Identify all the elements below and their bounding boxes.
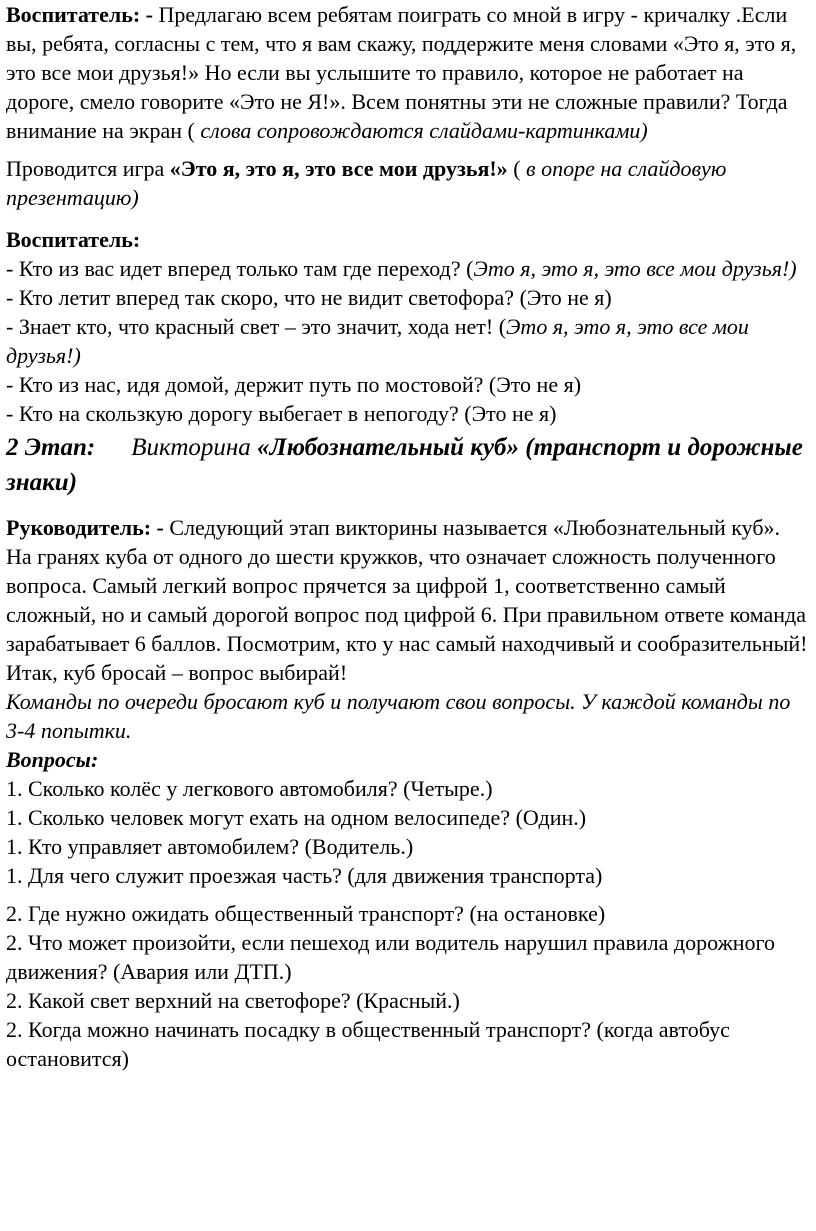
leader-paragraph	[6, 513, 810, 658]
intro-speaker: Воспитатель: -	[6, 2, 153, 27]
intro-text: Предлагаю всем ребятам поиграть со мной в игру - кричалку .Если вы, ребята, согласны с тем, что я вам скажу, поддержите меня словами «Это я, это я, это все мои друзья!» Но если вы услышите то правило, которое не работает на дороге, смело говорите «Это не Я!». Всем понятны эти не сложные правили? Тогда внимание на экран (	[6, 2, 797, 143]
intro-paragraph	[6, 0, 810, 145]
questions-group-1	[6, 774, 810, 890]
question-item: 2. Где нужно ожидать общественный транспорт? (на остановке)	[6, 901, 606, 926]
game-name: «Это я, это я, это все мои друзья!»	[169, 156, 508, 181]
dialogue-line: - Кто из нас, идя домой, держит путь по мостовой? (Это не я)	[6, 372, 582, 397]
leader-text: Следующий этап викторины называется «Любознательный куб». На гранях куба от одного до шести кружков, что означает сложность полученного вопроса. Самый легкий вопрос прячется за цифрой 1, соответственно самый сложный, но и самый дорогой вопрос под цифрой 6. При правильном ответе команда зарабатывает 6 баллов. Посмотрим, кто у нас самый находчивый и сообразительный!	[6, 515, 808, 656]
dialogue-line: - Кто летит вперед так скоро, что не видит светофора? (Это не я)	[6, 285, 612, 310]
stage-label: 2 Этап:	[6, 434, 96, 461]
stage-title-plain: Викторина	[131, 434, 258, 461]
game-prefix: Проводится игра	[6, 156, 170, 181]
dialogue-speaker: Воспитатель:	[6, 227, 141, 252]
stage-heading	[6, 430, 810, 500]
question-item: 2. Что может произойти, если пешеход или водитель нарушил правила дорожного движения? (Авария или ДТП.)	[6, 930, 776, 984]
question-item: 2. Какой свет верхний на светофоре? (Красный.)	[6, 988, 460, 1013]
questions-heading: Вопросы:	[6, 747, 99, 772]
question-item: 1. Кто управляет автомобилем? (Водитель.)	[6, 834, 414, 859]
question-item: 1. Сколько колёс у легкового автомобиля? (Четыре.)	[6, 776, 493, 801]
leader-speaker: Руководитель: -	[6, 515, 164, 540]
dialogue-line: - Кто из вас идет вперед только там где переход? (Это я, это я, это все мои друзья!)	[6, 256, 797, 281]
game-note: в опоре на слайдовую презентацию)	[6, 156, 727, 210]
dialogue-line: - Кто на скользкую дорогу выбегает в непогоду? (Это не я)	[6, 401, 557, 426]
teams-note: Команды по очереди бросают куб и получают свои вопросы. У каждой команды по 3-4 попытки.	[6, 689, 791, 743]
dialogue-line: - Знает кто, что красный свет – это значит, хода нет! (Это я, это я, это все мои друзья!)	[6, 314, 749, 368]
intro-note: слова сопровождаются слайдами-картинками)	[200, 118, 648, 143]
questions-group-2	[6, 899, 810, 1073]
question-item: 2. Когда можно начинать посадку в общественный транспорт? (когда автобус остановится)	[6, 1017, 730, 1071]
game-mid: (	[507, 156, 527, 181]
game-paragraph	[6, 154, 810, 212]
stage-title-bold: «Любознательный куб» (транспорт и дорожные знаки)	[6, 434, 803, 496]
question-item: 1. Сколько человек могут ехать на одном велосипеде? (Один.)	[6, 805, 587, 830]
question-item: 1. Для чего служит проезжая часть? (для движения транспорта)	[6, 863, 603, 888]
leader-throw: Итак, куб бросай – вопрос выбирай!	[6, 660, 348, 685]
